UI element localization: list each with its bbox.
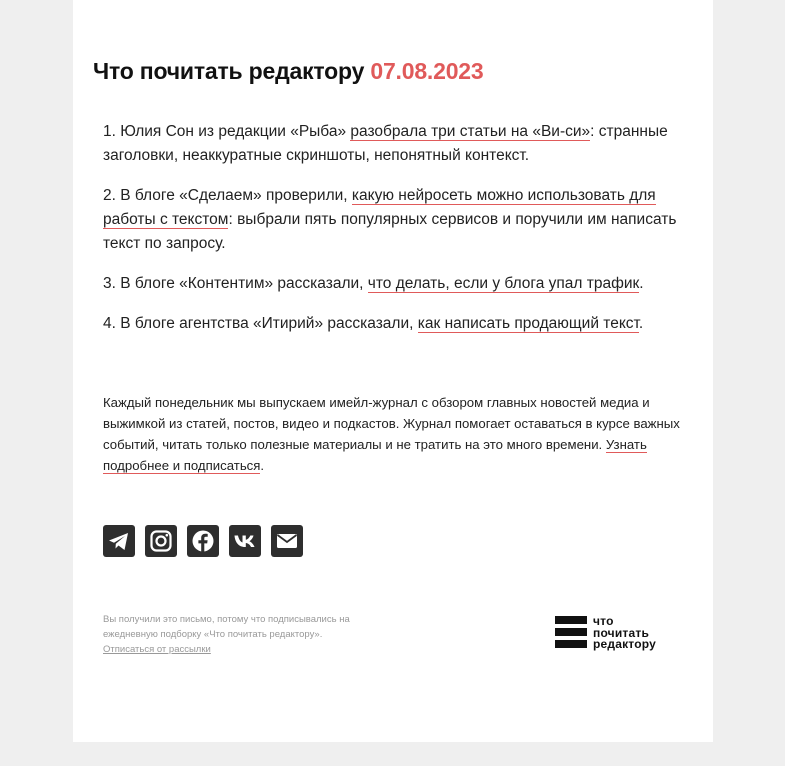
list-item <box>103 312 688 336</box>
item-text: 3. В блоге «Контентим» рассказали, <box>103 275 368 292</box>
logo-mark <box>555 616 587 652</box>
issue-date: 07.08.2023 <box>370 58 484 84</box>
list-item <box>103 272 688 296</box>
vk-icon[interactable] <box>229 525 271 557</box>
list-item <box>103 120 688 168</box>
article-link[interactable]: какую нейросеть можно использовать для работы с текстом <box>103 187 656 228</box>
unsubscribe-link[interactable]: Отписаться от рассылки <box>103 644 211 655</box>
email-card <box>73 0 713 742</box>
instagram-icon[interactable] <box>145 525 187 557</box>
item-text: : странные заголовки, неаккуратные скриншоты, непонятный контекст. <box>103 123 668 164</box>
email-icon[interactable] <box>271 525 313 557</box>
article-link[interactable]: разобрала три статьи на «Ви-си» <box>350 123 591 140</box>
about-paragraph <box>103 392 693 476</box>
about-text: Каждый понедельник мы выпускаем имейл-журнал с обзором главных новостей медиа и выжимкой из статей, постов, видео и подкастов. Журнал помогает оставаться в курсе важных событий, читать только полезные материалы и не тратить на это много времени. <box>103 395 680 452</box>
logo-wordmark: что почитать редактору <box>593 614 656 651</box>
footer-notice <box>103 612 393 657</box>
telegram-icon[interactable] <box>103 525 145 557</box>
article-link[interactable]: что делать, если у блога упал трафик <box>367 275 640 292</box>
article-link[interactable]: как написать продающий текст <box>417 315 639 332</box>
list-item <box>103 184 688 256</box>
item-text: 1. Юлия Сон из редакции «Рыба» <box>103 123 351 140</box>
item-text: 4. В блоге агентства «Итирий» рассказали, <box>103 315 418 332</box>
article-list <box>103 120 688 352</box>
item-text: . <box>639 275 644 292</box>
footer-text: Вы получили это письмо, потому что подписывались на ежедневную подборку «Что почитать редактору». <box>103 614 350 640</box>
item-text: 2. В блоге «Сделаем» проверили, <box>103 187 352 204</box>
about-text-end: . <box>260 458 265 473</box>
subscribe-link[interactable]: Узнать подробнее и подписаться <box>103 437 647 473</box>
newsletter-title <box>93 58 484 85</box>
brand-logo <box>555 616 656 652</box>
facebook-icon[interactable] <box>187 525 229 557</box>
item-text: : выбрали пять популярных сервисов и поручили им написать текст по запросу. <box>103 211 677 252</box>
title-text: Что почитать редактору <box>93 58 365 84</box>
social-links <box>103 525 313 557</box>
item-text: . <box>638 315 644 332</box>
